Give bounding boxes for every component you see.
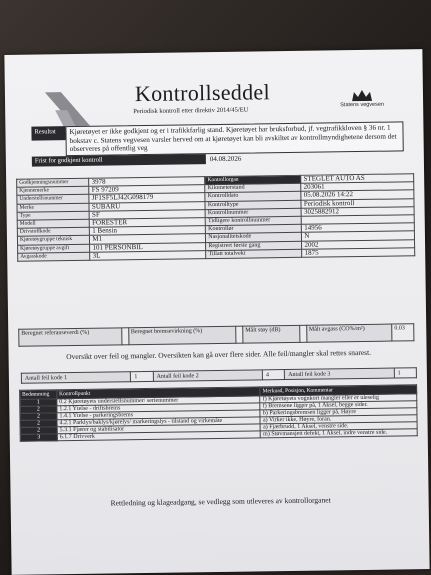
info-label: Kontrolltype <box>205 200 301 210</box>
brake-eff-label: Beregnet bremsevirkning (%) <box>128 326 236 344</box>
count-3-value: 1 <box>394 368 416 378</box>
result-section <box>31 121 404 166</box>
defect-point: 5.3.1 Fjærer og stabilisator <box>57 424 261 434</box>
vehicle-info-table <box>16 173 415 262</box>
agency-name: Statens vegvesen <box>340 101 385 109</box>
deadline-label: Frist for godkjent kontroll <box>32 154 206 166</box>
info-value: STEGLET AUTO AS <box>301 174 414 184</box>
count-1-label: Antall feil kode 1 <box>21 372 131 384</box>
defect-grade: 2 <box>20 413 57 421</box>
info-label: Merke <box>17 203 89 212</box>
defects-table <box>19 384 418 442</box>
crown-icon <box>351 88 373 102</box>
info-value: 1 Bensin <box>90 226 206 236</box>
defect-remark: f) Bremsene ligger på, 1 Aksel, begge sider. <box>260 401 417 410</box>
info-label: Kjennemerke <box>17 186 89 195</box>
defect-counts-table <box>21 367 417 384</box>
info-value: FORESTER <box>90 218 206 228</box>
count-3-label: Antall feil kode 3 <box>285 368 395 380</box>
info-label: Godkjenningsnummer <box>17 178 89 187</box>
info-label: Kilometerstand <box>205 184 301 194</box>
info-value: 3025882912 <box>301 207 414 217</box>
info-label: Understellsnummer <box>17 195 89 204</box>
defect-remark: a) Fjærbrudd, 1 Aksel, venstre side. <box>261 422 418 431</box>
info-value: FS 97209 <box>89 185 205 195</box>
info-value: 1875 <box>302 248 415 258</box>
defect-grade: 2 <box>20 420 57 428</box>
info-value: 203061 <box>301 182 414 192</box>
count-2-value: 4 <box>262 370 284 380</box>
result-label: Resultat <box>31 126 65 140</box>
count-1-value: 1 <box>131 371 153 381</box>
info-label: Modell <box>17 219 89 228</box>
measurements-table <box>18 323 414 347</box>
info-label: Tidligere kontrollnummer <box>205 216 301 226</box>
info-value: 2002 <box>302 239 415 249</box>
info-value: 3L <box>90 250 206 260</box>
defect-point: 1.4.1 Ytelse - parkeringsbrems <box>57 410 261 420</box>
info-label: Type <box>17 211 89 220</box>
info-value: Periodisk kontroll <box>301 198 414 208</box>
inspection-document <box>4 49 429 575</box>
info-value: 14956 <box>302 223 415 233</box>
info-value: SUBARU <box>89 201 205 211</box>
ref-brake-label: Beregnet referanseverdi (%) <box>19 328 122 346</box>
defect-point: 1.2.1 Ytelse - driftsbrems <box>57 403 261 413</box>
info-value: SF <box>89 209 205 219</box>
overview-note: Oversikt over feil og mangler. Oversikten kan gå over flere sider. Alle feil/mangler skal rettes snarest. <box>66 347 372 362</box>
deadline-value: 04.08.2026 <box>209 154 242 163</box>
header-point: Kontrollpunkt <box>57 387 261 399</box>
info-label: Drivstoffkode <box>17 227 89 236</box>
co-value: 0.03 <box>392 324 414 341</box>
info-label: Kjøretøygruppe avgift <box>18 244 90 253</box>
defect-remark: a) Virker ikke, Høyre, foran. <box>260 415 417 424</box>
defect-point: 6.1.7 Drivverk <box>57 431 261 441</box>
info-value: 101 PERSONBIL <box>90 242 206 252</box>
info-value: JF1SF5LJ42G098179 <box>89 193 205 203</box>
info-label: Registrert første gang <box>206 241 302 251</box>
defect-remark: f) Kjøretøyets vognkort mangler eller er uleselig <box>260 394 417 403</box>
header-grade: Bedømming <box>20 390 57 400</box>
info-label: Kontrolldato <box>205 192 301 202</box>
defect-grade: 2 <box>20 406 57 414</box>
defect-remark: b) Parkeringsbremsen ligger på, Høyre <box>260 408 417 417</box>
header-remark: Merknad, Posisjon, Kommentar <box>260 385 417 396</box>
info-label: Tillatt totalvekt <box>206 249 302 259</box>
noise-label: Målt støy (dB) <box>243 325 300 343</box>
info-label: Kontrollnummer <box>205 208 301 218</box>
result-text: Kjøretøyet er ikke godkjent og er i trafikkfarlig stand. Kjøretøyet har bruksforbud, jf. vegtrafikkloven § 36 nr. 1 bokstav c. Statens vegvesen varsler herved om at kjøretøyet kan bli avskiltet av kontrollmyndighetene dersom det observeres på offentlig veg <box>65 121 403 155</box>
info-label: Kontrollør <box>206 225 302 235</box>
count-2-label: Antall feil kode 2 <box>153 370 263 382</box>
defect-point: 0.2 Kjøretøyets understellsnummer/ serienummer <box>57 396 261 406</box>
info-label: Kjøretøygruppe teknisk <box>17 236 89 245</box>
info-value: M1 <box>90 234 206 244</box>
info-value: 05.08.2026 14:22 <box>301 190 414 200</box>
defect-point: 4.2.1 Parklys/baklys/kjørelys/ markeringslys - tilstand og virkemåte <box>57 417 261 427</box>
defect-remark: m) Støvmansjett defekt, 1 Aksel, indre venstre side. <box>261 429 418 438</box>
defect-grade: 2 <box>20 427 57 435</box>
co-label: Målt avgass (CO%/m²) <box>306 324 392 342</box>
document-subtitle: Periodisk kontroll etter direktiv 2014/45/EU <box>133 106 249 116</box>
info-label: Avgasskode <box>18 252 90 261</box>
info-value: N <box>302 231 415 241</box>
info-value: 3978 <box>89 177 205 187</box>
info-label: Nasjonalitetskode <box>206 233 302 243</box>
document-title: Kontrollseddel <box>134 79 271 107</box>
defect-grade: 1 <box>20 399 57 407</box>
agency-logo <box>337 88 387 109</box>
defect-grade: 3 <box>20 434 57 442</box>
footer-note: Rettledning og klageadgang, se vedlegg som utleveres av kontrollorganet <box>110 495 331 508</box>
info-label: Kontrollorgan <box>205 175 301 185</box>
